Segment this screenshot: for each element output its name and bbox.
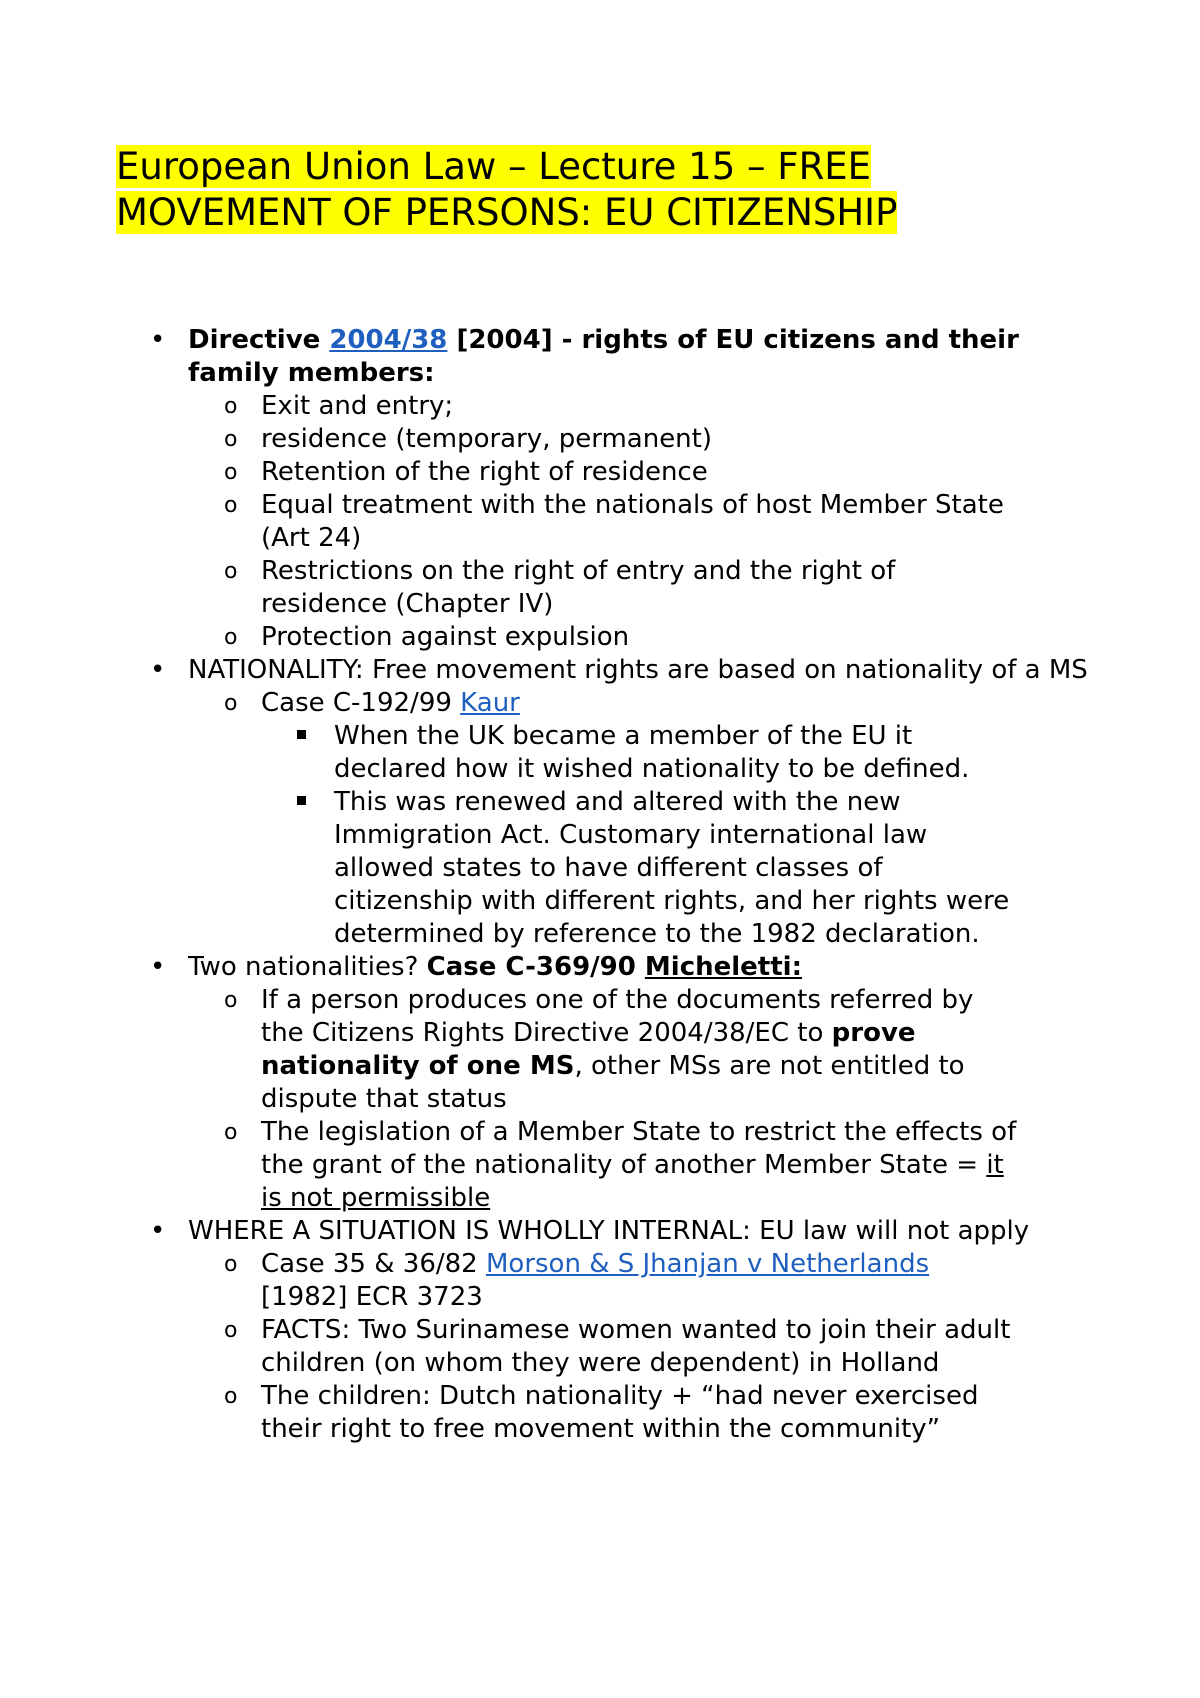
- circle-bullet-icon: o: [224, 988, 238, 1013]
- list-item-text: , other MSs are not entitled to dispute that status: [261, 1051, 965, 1114]
- bold-emphasis: prove nationality of one MS: [261, 1018, 916, 1081]
- directive-link[interactable]: 2004/38: [329, 325, 448, 355]
- list-item-text: When the UK became a member of the EU it declared how it wished nationality to be defined.: [334, 721, 970, 784]
- list-item: [115, 489, 1020, 555]
- list-item-text: Retention of the right of residence: [261, 457, 708, 487]
- circle-bullet-icon: o: [224, 1384, 238, 1409]
- square-bullet-icon: [297, 796, 306, 805]
- circle-bullet-icon: o: [224, 559, 238, 584]
- list-item-nationality: [0, 654, 1093, 951]
- circle-bullet-icon: o: [224, 427, 238, 452]
- case-citation: [1982] ECR 3723: [261, 1282, 483, 1312]
- directive-heading-text: [2004] - rights of EU citizens and their family members:: [188, 325, 1019, 388]
- list-item-text: Protection against expulsion: [261, 622, 630, 652]
- circle-bullet-icon: o: [224, 1252, 238, 1277]
- morson-case-link[interactable]: Morson & S Jhanjan v Netherlands: [485, 1249, 930, 1279]
- directive-sublist: [115, 390, 1020, 654]
- square-bullet-icon: [297, 730, 306, 739]
- internal-situation-text: WHERE A SITUATION IS WHOLLY INTERNAL: EU law will not apply: [188, 1216, 1030, 1246]
- list-item-text: The children: Dutch nationality + “had never exercised their right to free movement within the community”: [261, 1381, 979, 1444]
- list-item: [115, 1314, 1020, 1380]
- internal-sublist: [115, 1248, 1020, 1446]
- bullet-icon: •: [150, 325, 166, 355]
- list-item: [115, 555, 1020, 621]
- list-item-text: Exit and entry;: [261, 391, 454, 421]
- case-label: Case C-369/90: [426, 952, 645, 982]
- micheletti-sublist: [115, 984, 1020, 1215]
- page-title: [116, 144, 1076, 236]
- circle-bullet-icon: o: [224, 625, 238, 650]
- nationality-sublist: [115, 687, 1020, 951]
- case-label: Case 35 & 36/82: [261, 1249, 486, 1279]
- list-item: [115, 621, 1020, 654]
- case-label: Case C-192/99: [261, 688, 461, 718]
- list-item-two-nationalities: [0, 951, 1093, 1215]
- list-item: [115, 390, 1020, 423]
- circle-bullet-icon: o: [224, 460, 238, 485]
- list-item-internal: [0, 1215, 1093, 1446]
- bullet-icon: •: [150, 655, 166, 685]
- list-item: [115, 423, 1020, 456]
- two-nationalities-text: Two nationalities?: [188, 952, 427, 982]
- circle-bullet-icon: o: [224, 1318, 238, 1343]
- underlined-emphasis: it is not permissible: [261, 1150, 1004, 1213]
- list-item-directive: [0, 324, 1093, 654]
- circle-bullet-icon: o: [224, 1120, 238, 1145]
- kaur-points: [188, 720, 1020, 951]
- micheletti-case-name: Micheletti:: [644, 952, 802, 982]
- list-item-text: residence (temporary, permanent): [261, 424, 713, 454]
- circle-bullet-icon: o: [224, 691, 238, 716]
- list-item: [115, 1116, 1020, 1215]
- bullet-icon: •: [150, 1216, 166, 1246]
- list-item-text: Equal treatment with the nationals of host Member State (Art 24): [261, 490, 1004, 553]
- list-item: [188, 786, 1020, 951]
- circle-bullet-icon: o: [224, 394, 238, 419]
- list-item-text: If a person produces one of the documents referred by the Citizens Rights Directive 2004/38/EC to: [261, 985, 974, 1048]
- list-item: [115, 1248, 1020, 1314]
- nationality-text: NATIONALITY: Free movement rights are based on nationality of a MS: [188, 655, 1088, 685]
- list-item: [115, 984, 1020, 1116]
- list-item: [188, 720, 1020, 786]
- kaur-case-link[interactable]: Kaur: [460, 688, 520, 718]
- list-item-text: The legislation of a Member State to restrict the effects of the grant of the nationality of another Member State =: [261, 1117, 1017, 1180]
- main-bullet-list: [0, 324, 1200, 1446]
- directive-label: Directive: [188, 325, 330, 355]
- circle-bullet-icon: o: [224, 493, 238, 518]
- list-item-text: This was renewed and altered with the new Immigration Act. Customary international law allowed states to have different classes of citizenship with different rights, and her rights were determined by reference to the 1982 declaration.: [334, 787, 1010, 949]
- list-item-text: FACTS: Two Surinamese women wanted to join their adult children (on whom they were dependent) in Holland: [261, 1315, 1011, 1378]
- list-item-text: Restrictions on the right of entry and the right of residence (Chapter IV): [261, 556, 896, 619]
- title-line-1: European Union Law – Lecture 15 – FREE: [116, 145, 872, 188]
- title-line-2: MOVEMENT OF PERSONS: EU CITIZENSHIP: [116, 191, 898, 234]
- list-item: [115, 456, 1020, 489]
- bullet-icon: •: [150, 952, 166, 982]
- list-item: [115, 687, 1020, 951]
- list-item: [115, 1380, 1020, 1446]
